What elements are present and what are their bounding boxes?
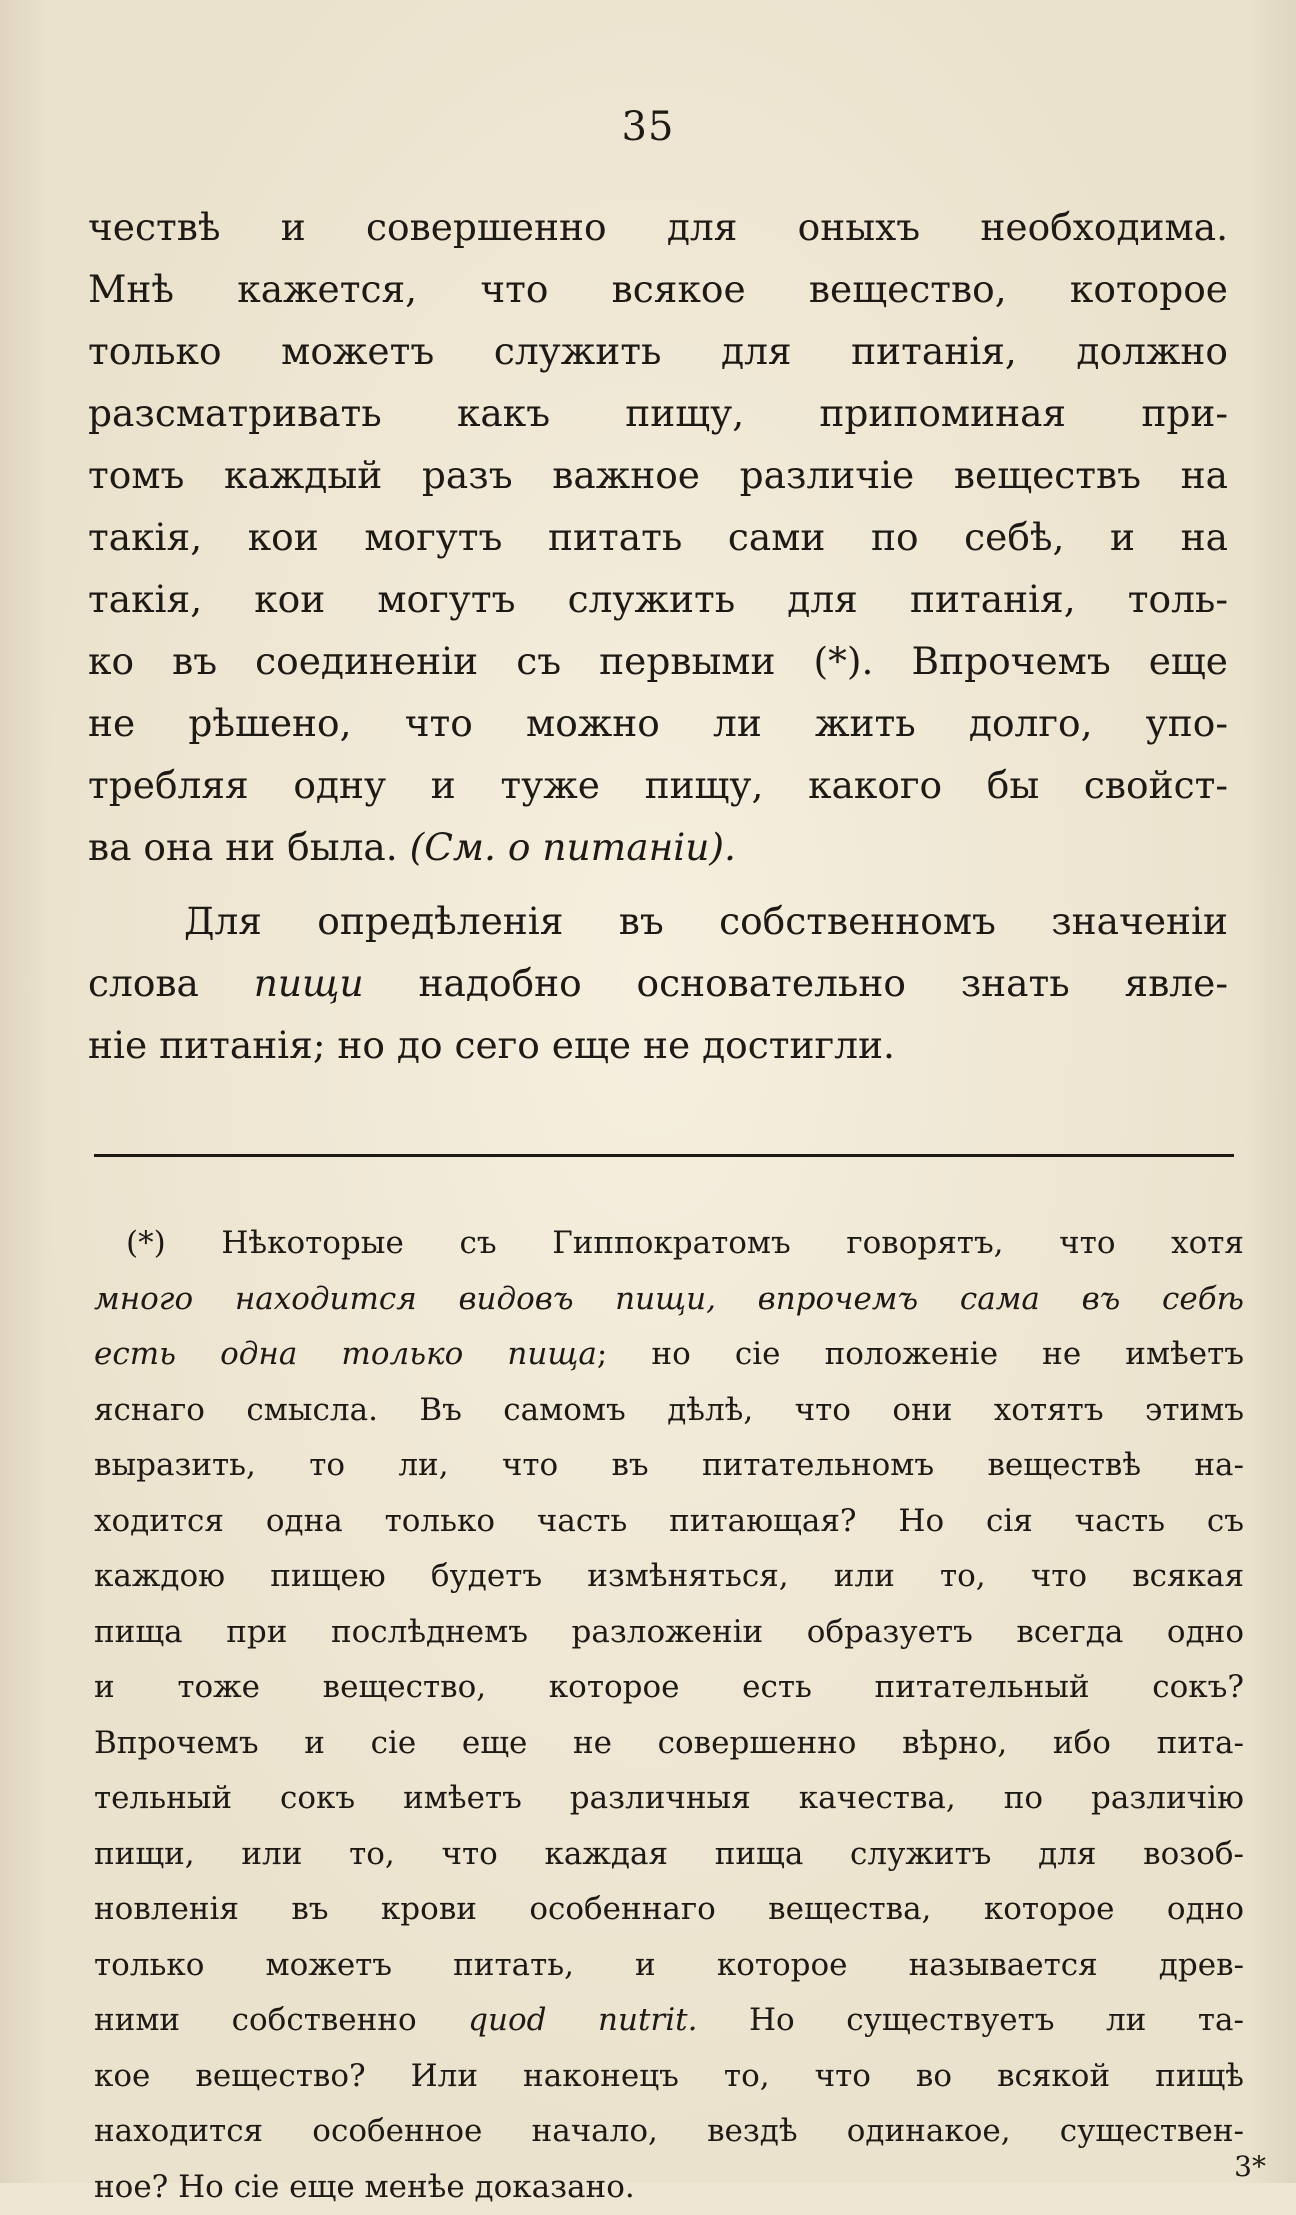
main-line: Мнѣ кажется, что всякое вещество, которое bbox=[88, 258, 1228, 320]
footnote-line-text: Но существуетъ ли та- bbox=[697, 2002, 1244, 2038]
main-line: Для опредѣленія въ собственномъ значеніи bbox=[88, 890, 1228, 952]
main-line: томъ каждый разъ важное различіе веществъ на bbox=[88, 444, 1228, 506]
catchword: 3* bbox=[1234, 2150, 1266, 2183]
footnote-block bbox=[94, 1216, 1244, 2215]
footnote-line: ходится одна только часть питающая? Но сія часть съ bbox=[94, 1494, 1244, 1550]
cross-reference: (См. о питаніи). bbox=[410, 825, 736, 869]
footnote-line: каждою пищею будетъ измѣняться, или то, что всякая bbox=[94, 1549, 1244, 1605]
page-number: 35 bbox=[0, 104, 1296, 150]
main-line: не рѣшено, что можно ли жить долго, упо- bbox=[88, 692, 1228, 754]
footnote-italic-text: есть одна только пища bbox=[94, 1336, 597, 1372]
footnote-marker: (*) bbox=[126, 1225, 166, 1261]
footnote-line: новленія въ крови особеннаго вещества, которое одно bbox=[94, 1882, 1244, 1938]
footnote-italic-text: много находится видовъ пищи, впрочемъ сама въ себѣ bbox=[94, 1281, 1244, 1317]
footnote-line bbox=[94, 1216, 1244, 1272]
main-line bbox=[88, 816, 1228, 878]
footnote-line: пища при послѣднемъ разложеніи образуетъ всегда одно bbox=[94, 1605, 1244, 1661]
footnote-line bbox=[94, 1993, 1244, 2049]
main-line: такія, кои могутъ служить для питанія, толь- bbox=[88, 568, 1228, 630]
main-line: только можетъ служить для питанія, должно bbox=[88, 320, 1228, 382]
emphasis-term: пищи bbox=[254, 961, 364, 1005]
main-line: чествѣ и совершенно для оныхъ необходима. bbox=[88, 196, 1228, 258]
footnote-separator-rule bbox=[94, 1154, 1234, 1157]
main-line: ко въ соединеніи съ первыми (*). Впрочемъ еще bbox=[88, 630, 1228, 692]
footnote-line-text: ; но сіе положеніе не имѣетъ bbox=[597, 1336, 1244, 1372]
latin-phrase: quod nutrit. bbox=[468, 2002, 697, 2038]
main-line: требляя одну и туже пищу, какого бы свойст- bbox=[88, 754, 1228, 816]
main-line: ніе питанія; но до сего еще не достигли. bbox=[88, 1014, 1228, 1076]
main-line-text: ва она ни была. bbox=[88, 825, 398, 869]
main-line: разсматривать какъ пищу, припоминая при- bbox=[88, 382, 1228, 444]
footnote-line bbox=[94, 1327, 1244, 1383]
main-line-text: слова bbox=[88, 961, 254, 1005]
footnote-line: ное? Но сіе еще менѣе доказано. bbox=[94, 2160, 1244, 2215]
footnote-line: находится особенное начало, вездѣ одинакое, существен- bbox=[94, 2104, 1244, 2160]
footnote-line: пищи, или то, что каждая пища служитъ для возоб- bbox=[94, 1827, 1244, 1883]
main-line: такія, кои могутъ питать сами по себѣ, и на bbox=[88, 506, 1228, 568]
footnote-line bbox=[94, 1272, 1244, 1328]
main-line bbox=[88, 952, 1228, 1014]
footnote-line-text: ними собственно bbox=[94, 2002, 468, 2038]
footnote-line: только можетъ питать, и которое называется древ- bbox=[94, 1938, 1244, 1994]
footnote-line: тельный сокъ имѣетъ различныя качества, по различію bbox=[94, 1771, 1244, 1827]
footnote-line-text: Нѣкоторые съ Гиппократомъ говорятъ, что хотя bbox=[166, 1225, 1244, 1261]
footnote-line: кое вещество? Или наконецъ то, что во всякой пищѣ bbox=[94, 2049, 1244, 2105]
footnote-line: и тоже вещество, которое есть питательный сокъ? bbox=[94, 1660, 1244, 1716]
main-text-block bbox=[88, 196, 1228, 1076]
footnote-line: выразить, то ли, что въ питательномъ веществѣ на- bbox=[94, 1438, 1244, 1494]
footnote-line: яснаго смысла. Въ самомъ дѣлѣ, что они хотятъ этимъ bbox=[94, 1383, 1244, 1439]
footnote-line: Впрочемъ и сіе еще не совершенно вѣрно, ибо пита- bbox=[94, 1716, 1244, 1772]
main-line-text: надобно основательно знать явле- bbox=[364, 961, 1228, 1005]
